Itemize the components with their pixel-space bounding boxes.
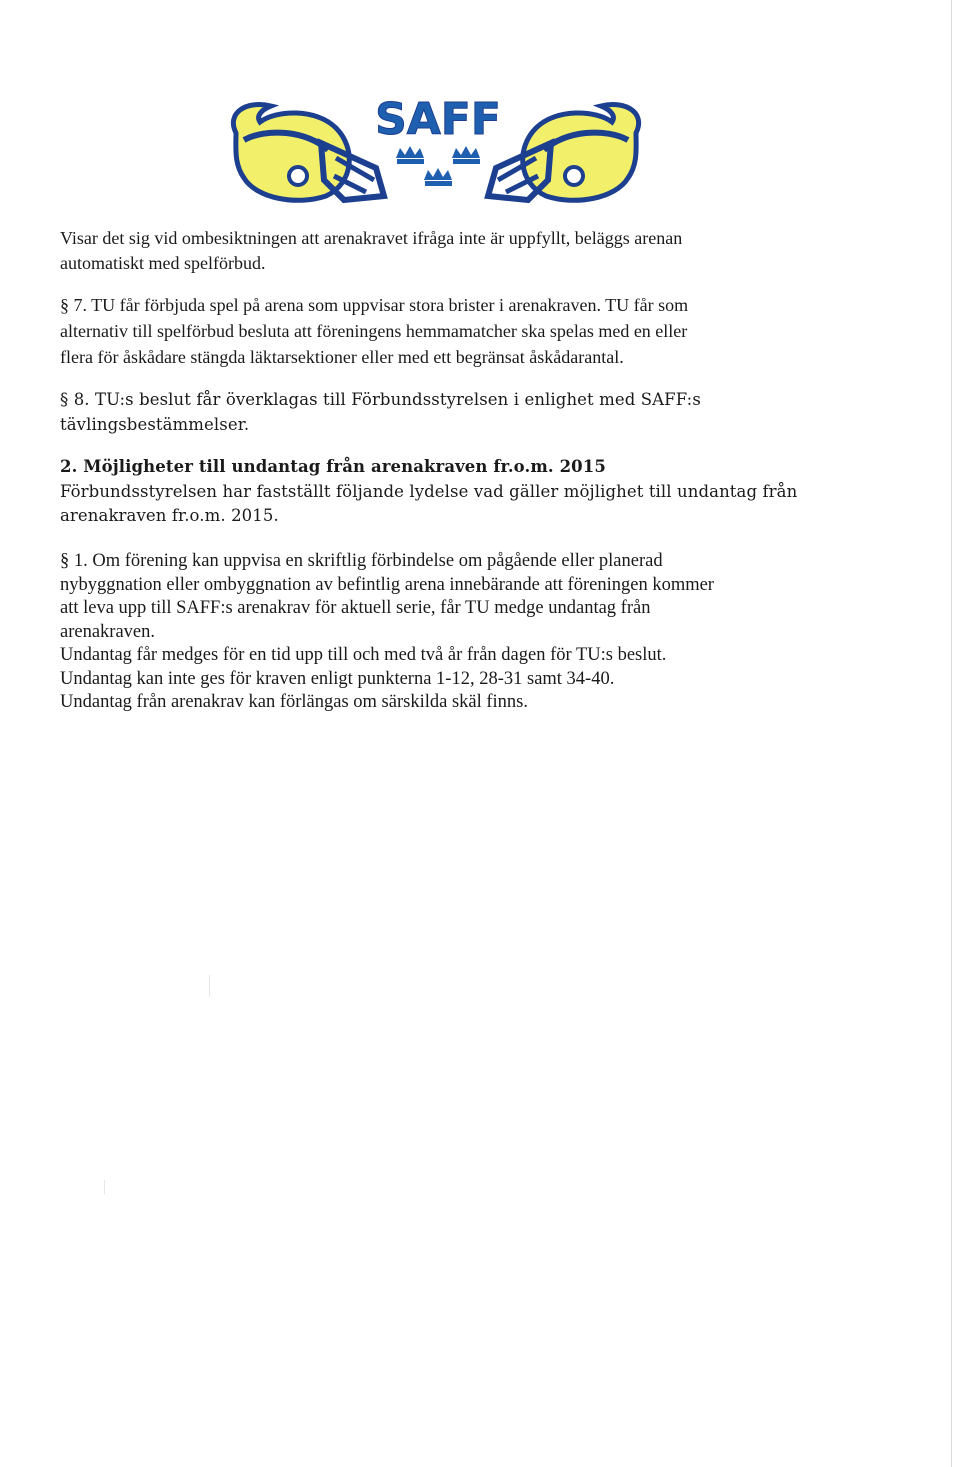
left-helmet-icon	[233, 105, 384, 201]
saff-logo	[216, 88, 656, 208]
logo-text: SAFF	[375, 94, 501, 145]
paragraph-1	[60, 550, 850, 715]
section-2-heading: 2. Möjligheter till undantag från arenakraven fr.o.m. 2015	[60, 457, 606, 476]
paragraph-7-line-1: § 7. TU får förbjuda spel på arena som uppvisar stora brister i arenakraven. TU får som	[60, 295, 689, 315]
paragraph-7	[60, 292, 850, 370]
section-2	[60, 455, 850, 529]
scan-mark	[104, 1180, 105, 1194]
paragraph-1-line-4: arenakraven.	[60, 621, 156, 642]
intro-line-2: automatiskt med spelförbud.	[60, 252, 266, 273]
scan-mark	[209, 975, 210, 997]
paragraph-8	[60, 388, 850, 437]
paragraph-1-line-7: Undantag från arenakrav kan förlängas om särskilda skäl finns.	[60, 692, 528, 712]
paragraph-1-line-6: Undantag kan inte ges för kraven enligt punkterna 1-12, 28-31 samt 34-40.	[60, 668, 615, 689]
paragraph-1-line-2: nybyggnation eller ombyggnation av befintlig arena innebärande att föreningen kommer	[60, 574, 714, 595]
scan-edge-line	[951, 0, 952, 1467]
intro-paragraph	[60, 226, 850, 275]
paragraph-8-line-2: tävlingsbestämmelser.	[60, 414, 250, 434]
intro-line-1: Visar det sig vid ombesiktningen att arenakravet ifråga inte är uppfyllt, beläggs arenan	[60, 228, 683, 248]
paragraph-7-line-2: alternativ till spelförbud besluta att föreningens hemmamatcher ska spelas med en eller	[60, 321, 688, 341]
right-helmet-icon	[488, 105, 639, 201]
paragraph-1-line-5: Undantag får medges för en tid upp till och med två år från dagen för TU:s beslut.	[60, 645, 667, 665]
three-crowns-icon	[396, 146, 480, 186]
section-2-line-2: arenakraven fr.o.m. 2015.	[60, 506, 279, 525]
paragraph-8-line-1: § 8. TU:s beslut får överklagas till Förbundsstyrelsen i enlighet med SAFF:s	[60, 390, 701, 409]
paragraph-1-line-1: § 1. Om förening kan uppvisa en skriftlig förbindelse om pågående eller planerad	[60, 551, 663, 571]
paragraph-7-line-3: flera för åskådare stängda läktarsektioner eller med ett begränsat åskådarantal.	[60, 347, 624, 367]
section-2-line-1: Förbundsstyrelsen har fastställt följande lydelse vad gäller möjlighet till undantag från	[60, 481, 798, 501]
paragraph-1-line-3: att leva upp till SAFF:s arenakrav för aktuell serie, får TU medge undantag från	[60, 598, 651, 618]
